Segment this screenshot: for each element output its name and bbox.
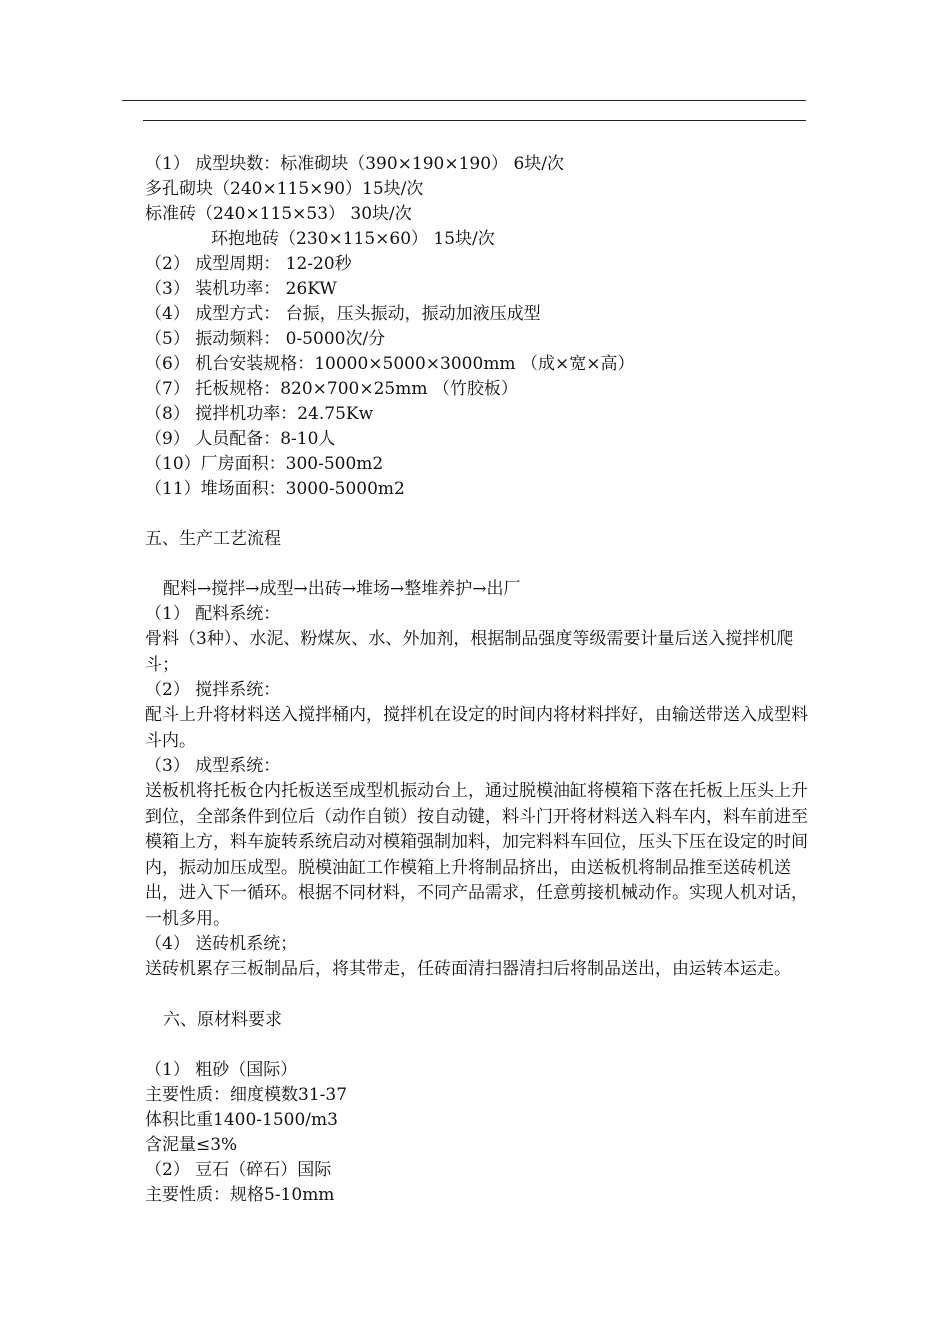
- section-6-heading: 六、原材料要求: [163, 1009, 282, 1030]
- material-1-mud-content: 含泥量≤3%: [145, 1134, 238, 1155]
- spec-item-5: （5） 振动频料： 0-5000次/分: [145, 329, 386, 349]
- process-flow: 配料→搅拌→成型→出砖→堆场→整堆养护→出厂: [163, 579, 521, 599]
- spec-item-11: （11）堆场面积：3000-5000m2: [145, 479, 405, 499]
- spec-item-3: （3） 装机功率： 26KW: [145, 279, 337, 299]
- spec-item-1: （1） 成型块数：标准砌块（390×190×190） 6块/次: [145, 154, 564, 174]
- system-2-title: （2） 搅拌系统：: [145, 680, 281, 700]
- material-2-title: （2） 豆石（碎石）国际: [145, 1159, 332, 1180]
- spec-item-10: （10）厂房面积：300-500m2: [145, 454, 384, 474]
- material-1-density: 体积比重1400-1500/m3: [145, 1109, 338, 1130]
- spec-item-6: （6） 机台安装规格：10000×5000×3000mm （成×宽×高）: [145, 354, 635, 374]
- spec-item-1-standard-brick: 标准砖（240×115×53） 30块/次: [145, 204, 412, 224]
- spec-item-1-paving-brick: 环抱地砖（230×115×60） 15块/次: [211, 229, 495, 249]
- header-rule-bottom: [143, 120, 806, 121]
- section-5-heading: 五、生产工艺流程: [145, 529, 281, 549]
- spec-item-7: （7） 托板规格：820×700×25mm （竹胶板）: [145, 379, 518, 399]
- spec-item-2: （2） 成型周期： 12-20秒: [145, 254, 352, 274]
- system-3-text: 送板机将托板仓内托板送至成型机振动台上，通过脱模油缸将模箱下落在托板上压头上升到位，全部条件到位后（动作自锁）按自动键，料斗门开将材料送入料车内，料车前进至模箱上方，料车旋转系统启动对模箱强制加料，加完料料车回位，压头下压在设定的时间内，振动加压成型。脱模油缸工作模箱上升将制品挤出，由送板机将制品推至送砖机送出，进入下一循环。根据不同材料，不同产品需求，任意剪接机械动作。实现人机对话，一机多用。: [145, 781, 808, 929]
- material-1-title: （1） 粗砂（国际）: [145, 1059, 298, 1080]
- spec-item-4: （4） 成型方式： 台振，压头振动，振动加液压成型: [145, 304, 541, 324]
- system-1-title: （1） 配料系统：: [145, 604, 281, 624]
- system-2-text: 配斗上升将材料送入搅拌桶内，搅拌机在设定的时间内将材料拌好，由输送带送入成型料斗内。: [145, 705, 808, 751]
- spec-item-1-porous: 多孔砌块（240×115×90）15块/次: [145, 179, 424, 199]
- system-3-title: （3） 成型系统：: [145, 756, 281, 776]
- document-body: [145, 152, 810, 1208]
- spec-item-9: （9） 人员配备：8-10人: [145, 429, 336, 449]
- material-1-fineness: 主要性质：细度模数31-37: [145, 1084, 348, 1105]
- spec-item-8: （8） 搅拌机功率：24.75Kw: [145, 404, 374, 424]
- system-4-title: （4） 送砖机系统；: [145, 934, 298, 954]
- system-1-text: 骨料（3种）、水泥、粉煤灰、水、外加剂，根据制品强度等级需要计量后送入搅拌机爬斗；: [145, 629, 794, 675]
- system-4-text: 送砖机累存三板制品后，将其带走，任砖面清扫器清扫后将制品送出，由运转本运走。: [145, 959, 791, 979]
- header-rule-top: [122, 100, 806, 101]
- material-2-spec: 主要性质：规格5-10mm: [145, 1184, 335, 1205]
